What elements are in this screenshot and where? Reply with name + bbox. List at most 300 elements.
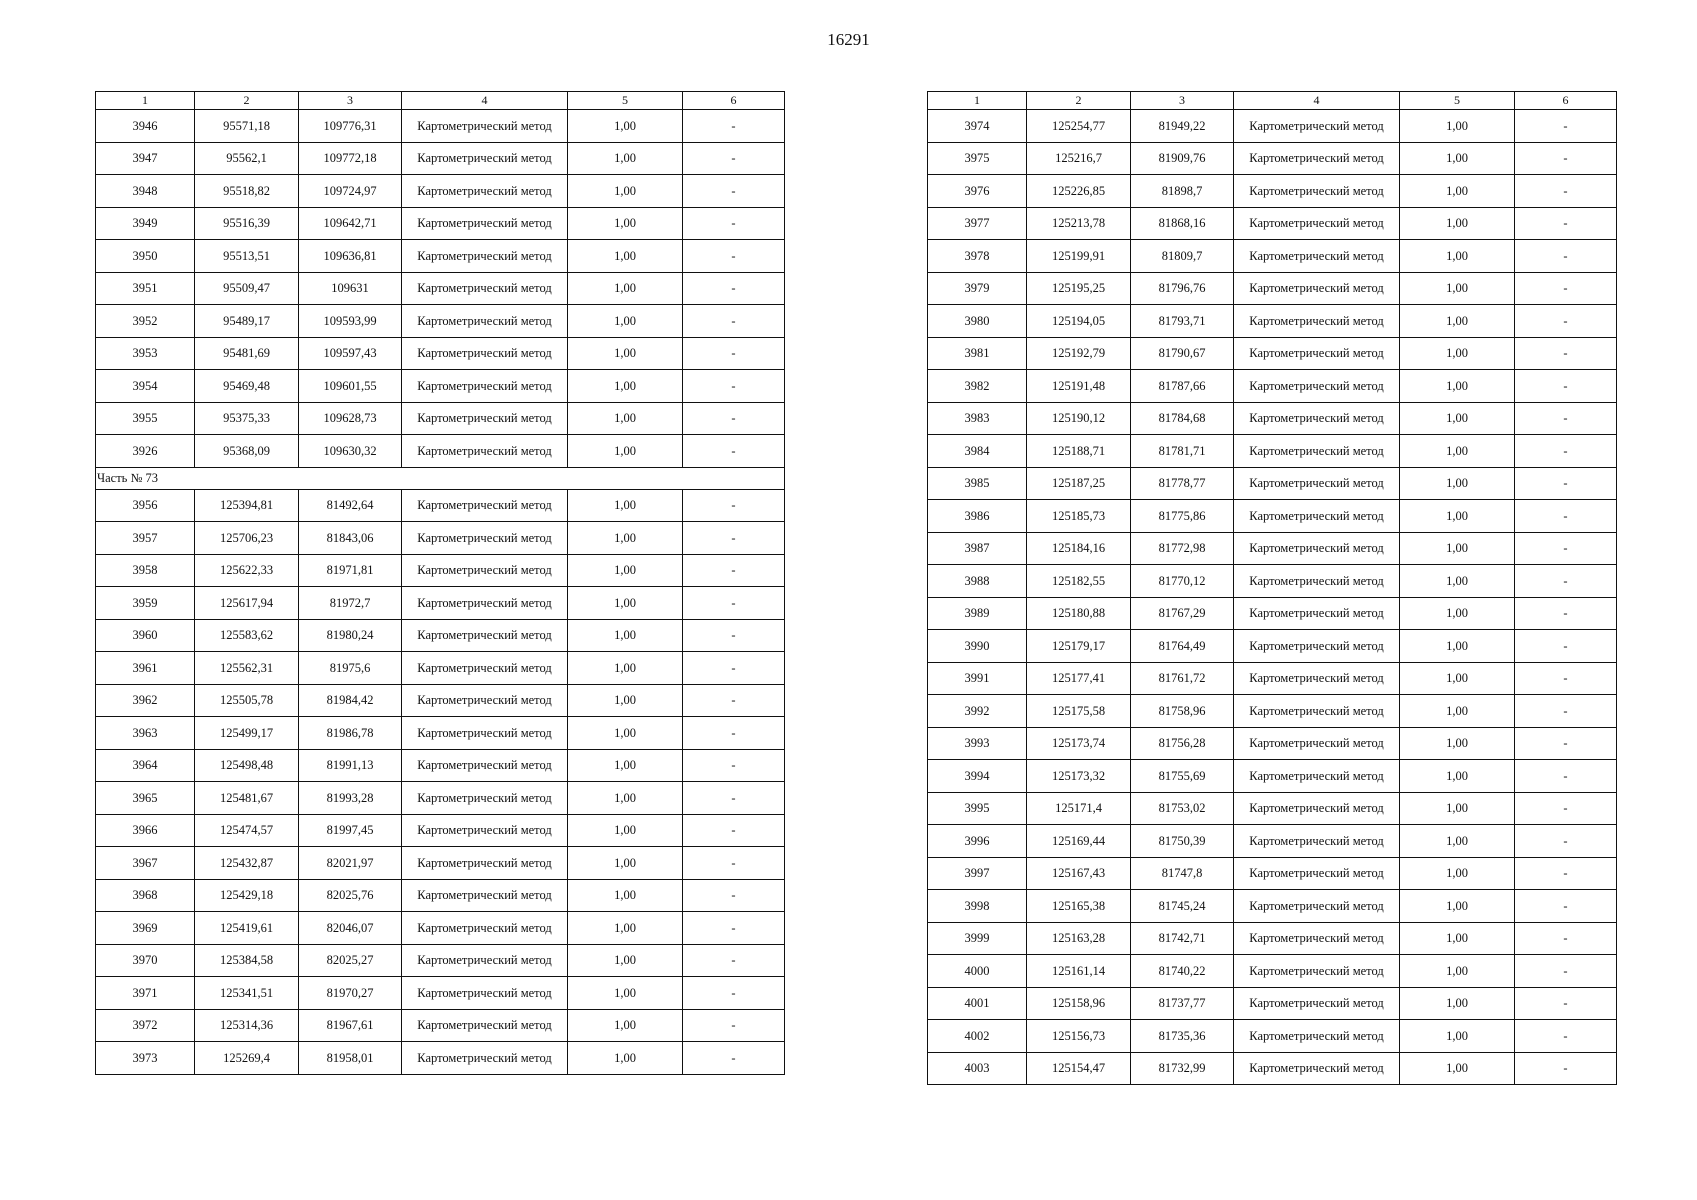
point-number-cell: 3993	[928, 727, 1027, 760]
table-row	[96, 305, 785, 338]
table-row	[928, 890, 1617, 923]
x-coordinate-cell: 125429,18	[195, 879, 299, 912]
x-coordinate-cell: 125226,85	[1027, 175, 1131, 208]
y-coordinate-cell: 81778,77	[1131, 467, 1234, 500]
y-coordinate-cell: 81750,39	[1131, 825, 1234, 858]
point-number-cell: 3998	[928, 890, 1027, 923]
column-header: 4	[1234, 92, 1400, 110]
point-number-cell: 3971	[96, 977, 195, 1010]
column-header: 4	[402, 92, 568, 110]
x-coordinate-cell: 95571,18	[195, 110, 299, 143]
accuracy-cell: 1,00	[1400, 272, 1515, 305]
note-cell: -	[683, 207, 785, 240]
note-cell: -	[1515, 435, 1617, 468]
x-coordinate-cell: 125161,14	[1027, 955, 1131, 988]
table-row	[96, 619, 785, 652]
accuracy-cell: 1,00	[568, 175, 683, 208]
x-coordinate-cell: 125191,48	[1027, 370, 1131, 403]
note-cell: -	[1515, 175, 1617, 208]
table-row	[96, 240, 785, 273]
x-coordinate-cell: 125432,87	[195, 847, 299, 880]
y-coordinate-cell: 81898,7	[1131, 175, 1234, 208]
table-row	[928, 142, 1617, 175]
method-cell: Картометрический метод	[402, 402, 568, 435]
table-row	[96, 587, 785, 620]
table-row	[96, 977, 785, 1010]
x-coordinate-cell: 125583,62	[195, 619, 299, 652]
point-number-cell: 3964	[96, 749, 195, 782]
note-cell: -	[1515, 890, 1617, 923]
y-coordinate-cell: 81772,98	[1131, 532, 1234, 565]
point-number-cell: 3949	[96, 207, 195, 240]
accuracy-cell: 1,00	[1400, 760, 1515, 793]
point-number-cell: 3957	[96, 522, 195, 555]
column-header: 1	[928, 92, 1027, 110]
x-coordinate-cell: 125314,36	[195, 1009, 299, 1042]
point-number-cell: 3968	[96, 879, 195, 912]
note-cell: -	[1515, 987, 1617, 1020]
note-cell: -	[683, 879, 785, 912]
method-cell: Картометрический метод	[402, 977, 568, 1010]
point-number-cell: 3984	[928, 435, 1027, 468]
method-cell: Картометрический метод	[1234, 825, 1400, 858]
y-coordinate-cell: 81770,12	[1131, 565, 1234, 598]
table-row	[96, 272, 785, 305]
method-cell: Картометрический метод	[402, 142, 568, 175]
accuracy-cell: 1,00	[1400, 402, 1515, 435]
method-cell: Картометрический метод	[402, 814, 568, 847]
x-coordinate-cell: 125194,05	[1027, 305, 1131, 338]
x-coordinate-cell: 95375,33	[195, 402, 299, 435]
column-header: 3	[1131, 92, 1234, 110]
method-cell: Картометрический метод	[1234, 110, 1400, 143]
y-coordinate-cell: 109631	[299, 272, 402, 305]
method-cell: Картометрический метод	[1234, 1052, 1400, 1085]
accuracy-cell: 1,00	[1400, 630, 1515, 663]
x-coordinate-cell: 125499,17	[195, 717, 299, 750]
method-cell: Картометрический метод	[402, 435, 568, 468]
note-cell: -	[1515, 825, 1617, 858]
table-row	[928, 435, 1617, 468]
method-cell: Картометрический метод	[402, 652, 568, 685]
table-header-row	[96, 92, 785, 110]
x-coordinate-cell: 125154,47	[1027, 1052, 1131, 1085]
accuracy-cell: 1,00	[568, 240, 683, 273]
y-coordinate-cell: 109724,97	[299, 175, 402, 208]
method-cell: Картометрический метод	[1234, 760, 1400, 793]
y-coordinate-cell: 81790,67	[1131, 337, 1234, 370]
note-cell: -	[683, 370, 785, 403]
x-coordinate-cell: 125169,44	[1027, 825, 1131, 858]
point-number-cell: 3982	[928, 370, 1027, 403]
y-coordinate-cell: 109597,43	[299, 337, 402, 370]
table-row	[928, 240, 1617, 273]
point-number-cell: 3961	[96, 652, 195, 685]
method-cell: Картометрический метод	[402, 619, 568, 652]
accuracy-cell: 1,00	[1400, 955, 1515, 988]
table-row	[96, 782, 785, 815]
y-coordinate-cell: 81492,64	[299, 489, 402, 522]
x-coordinate-cell: 125177,41	[1027, 662, 1131, 695]
x-coordinate-cell: 125474,57	[195, 814, 299, 847]
table-row	[96, 554, 785, 587]
accuracy-cell: 1,00	[1400, 922, 1515, 955]
accuracy-cell: 1,00	[1400, 662, 1515, 695]
table-row	[928, 500, 1617, 533]
column-header: 6	[1515, 92, 1617, 110]
y-coordinate-cell: 81971,81	[299, 554, 402, 587]
x-coordinate-cell: 125562,31	[195, 652, 299, 685]
y-coordinate-cell: 81796,76	[1131, 272, 1234, 305]
table-row	[96, 717, 785, 750]
table-row	[96, 522, 785, 555]
y-coordinate-cell: 109630,32	[299, 435, 402, 468]
method-cell: Картометрический метод	[402, 749, 568, 782]
table-row	[928, 565, 1617, 598]
method-cell: Картометрический метод	[1234, 337, 1400, 370]
note-cell: -	[683, 684, 785, 717]
method-cell: Картометрический метод	[402, 110, 568, 143]
y-coordinate-cell: 81761,72	[1131, 662, 1234, 695]
x-coordinate-cell: 95469,48	[195, 370, 299, 403]
accuracy-cell: 1,00	[568, 207, 683, 240]
note-cell: -	[683, 652, 785, 685]
point-number-cell: 4003	[928, 1052, 1027, 1085]
point-number-cell: 4001	[928, 987, 1027, 1020]
x-coordinate-cell: 125175,58	[1027, 695, 1131, 728]
point-number-cell: 3991	[928, 662, 1027, 695]
method-cell: Картометрический метод	[402, 240, 568, 273]
accuracy-cell: 1,00	[1400, 175, 1515, 208]
table-row	[928, 922, 1617, 955]
y-coordinate-cell: 81787,66	[1131, 370, 1234, 403]
table-row	[96, 402, 785, 435]
note-cell: -	[1515, 240, 1617, 273]
point-number-cell: 3992	[928, 695, 1027, 728]
method-cell: Картометрический метод	[402, 337, 568, 370]
method-cell: Картометрический метод	[1234, 987, 1400, 1020]
x-coordinate-cell: 95489,17	[195, 305, 299, 338]
method-cell: Картометрический метод	[402, 522, 568, 555]
table-row	[96, 1042, 785, 1075]
x-coordinate-cell: 125187,25	[1027, 467, 1131, 500]
coordinates-table-right	[927, 91, 1617, 1085]
note-cell: -	[683, 305, 785, 338]
y-coordinate-cell: 82025,76	[299, 879, 402, 912]
page-number: 16291	[827, 30, 870, 49]
table-row	[928, 662, 1617, 695]
table-row	[96, 847, 785, 880]
table-row	[928, 727, 1617, 760]
x-coordinate-cell: 125505,78	[195, 684, 299, 717]
table-row	[928, 532, 1617, 565]
point-number-cell: 3959	[96, 587, 195, 620]
note-cell: -	[683, 435, 785, 468]
point-number-cell: 3975	[928, 142, 1027, 175]
table-row	[96, 207, 785, 240]
point-number-cell: 3994	[928, 760, 1027, 793]
accuracy-cell: 1,00	[1400, 467, 1515, 500]
method-cell: Картометрический метод	[1234, 727, 1400, 760]
y-coordinate-cell: 81753,02	[1131, 792, 1234, 825]
accuracy-cell: 1,00	[568, 370, 683, 403]
accuracy-cell: 1,00	[568, 402, 683, 435]
method-cell: Картометрический метод	[402, 944, 568, 977]
y-coordinate-cell: 81764,49	[1131, 630, 1234, 663]
method-cell: Картометрический метод	[1234, 662, 1400, 695]
y-coordinate-cell: 81970,27	[299, 977, 402, 1010]
column-header: 2	[195, 92, 299, 110]
method-cell: Картометрический метод	[1234, 597, 1400, 630]
table-row	[928, 305, 1617, 338]
table-row	[928, 1020, 1617, 1053]
point-number-cell: 3995	[928, 792, 1027, 825]
point-number-cell: 3986	[928, 500, 1027, 533]
x-coordinate-cell: 125617,94	[195, 587, 299, 620]
accuracy-cell: 1,00	[568, 847, 683, 880]
y-coordinate-cell: 81758,96	[1131, 695, 1234, 728]
note-cell: -	[683, 1042, 785, 1075]
y-coordinate-cell: 109772,18	[299, 142, 402, 175]
method-cell: Картометрический метод	[402, 587, 568, 620]
x-coordinate-cell: 125213,78	[1027, 207, 1131, 240]
x-coordinate-cell: 125199,91	[1027, 240, 1131, 273]
point-number-cell: 3969	[96, 912, 195, 945]
note-cell: -	[1515, 370, 1617, 403]
table-row	[96, 912, 785, 945]
x-coordinate-cell: 125481,67	[195, 782, 299, 815]
point-number-cell: 3972	[96, 1009, 195, 1042]
y-coordinate-cell: 109601,55	[299, 370, 402, 403]
note-cell: -	[1515, 662, 1617, 695]
table-row	[96, 142, 785, 175]
y-coordinate-cell: 109776,31	[299, 110, 402, 143]
x-coordinate-cell: 125706,23	[195, 522, 299, 555]
note-cell: -	[1515, 110, 1617, 143]
accuracy-cell: 1,00	[1400, 142, 1515, 175]
accuracy-cell: 1,00	[568, 587, 683, 620]
accuracy-cell: 1,00	[568, 782, 683, 815]
method-cell: Картометрический метод	[402, 175, 568, 208]
point-number-cell: 4000	[928, 955, 1027, 988]
x-coordinate-cell: 125419,61	[195, 912, 299, 945]
note-cell: -	[1515, 337, 1617, 370]
note-cell: -	[1515, 760, 1617, 793]
accuracy-cell: 1,00	[568, 305, 683, 338]
accuracy-cell: 1,00	[568, 272, 683, 305]
point-number-cell: 3973	[96, 1042, 195, 1075]
y-coordinate-cell: 81993,28	[299, 782, 402, 815]
y-coordinate-cell: 81975,6	[299, 652, 402, 685]
y-coordinate-cell: 109593,99	[299, 305, 402, 338]
x-coordinate-cell: 125269,4	[195, 1042, 299, 1075]
accuracy-cell: 1,00	[568, 489, 683, 522]
point-number-cell: 3953	[96, 337, 195, 370]
method-cell: Картометрический метод	[1234, 207, 1400, 240]
column-header: 5	[1400, 92, 1515, 110]
y-coordinate-cell: 81868,16	[1131, 207, 1234, 240]
y-coordinate-cell: 81991,13	[299, 749, 402, 782]
point-number-cell: 3974	[928, 110, 1027, 143]
y-coordinate-cell: 81732,99	[1131, 1052, 1234, 1085]
method-cell: Картометрический метод	[1234, 955, 1400, 988]
table-row	[96, 684, 785, 717]
accuracy-cell: 1,00	[1400, 727, 1515, 760]
point-number-cell: 3999	[928, 922, 1027, 955]
accuracy-cell: 1,00	[568, 717, 683, 750]
method-cell: Картометрический метод	[402, 272, 568, 305]
note-cell: -	[683, 944, 785, 977]
x-coordinate-cell: 125190,12	[1027, 402, 1131, 435]
table-row	[96, 944, 785, 977]
y-coordinate-cell: 81986,78	[299, 717, 402, 750]
point-number-cell: 3990	[928, 630, 1027, 663]
table-row	[928, 337, 1617, 370]
note-cell: -	[1515, 695, 1617, 728]
accuracy-cell: 1,00	[568, 522, 683, 555]
y-coordinate-cell: 81909,76	[1131, 142, 1234, 175]
accuracy-cell: 1,00	[568, 912, 683, 945]
y-coordinate-cell: 81745,24	[1131, 890, 1234, 923]
point-number-cell: 3997	[928, 857, 1027, 890]
y-coordinate-cell: 81843,06	[299, 522, 402, 555]
y-coordinate-cell: 81997,45	[299, 814, 402, 847]
y-coordinate-cell: 82025,27	[299, 944, 402, 977]
note-cell: -	[1515, 857, 1617, 890]
method-cell: Картометрический метод	[402, 717, 568, 750]
x-coordinate-cell: 95562,1	[195, 142, 299, 175]
accuracy-cell: 1,00	[1400, 370, 1515, 403]
table-row	[96, 879, 785, 912]
y-coordinate-cell: 81980,24	[299, 619, 402, 652]
note-cell: -	[1515, 305, 1617, 338]
note-cell: -	[1515, 565, 1617, 598]
note-cell: -	[1515, 532, 1617, 565]
table-row	[928, 110, 1617, 143]
column-header: 2	[1027, 92, 1131, 110]
accuracy-cell: 1,00	[1400, 532, 1515, 565]
method-cell: Картометрический метод	[402, 847, 568, 880]
column-header: 6	[683, 92, 785, 110]
table-row	[96, 814, 785, 847]
method-cell: Картометрический метод	[402, 370, 568, 403]
accuracy-cell: 1,00	[568, 142, 683, 175]
y-coordinate-cell: 81949,22	[1131, 110, 1234, 143]
table-row	[928, 630, 1617, 663]
x-coordinate-cell: 125173,32	[1027, 760, 1131, 793]
accuracy-cell: 1,00	[568, 977, 683, 1010]
y-coordinate-cell: 81784,68	[1131, 402, 1234, 435]
section-row	[96, 467, 785, 489]
accuracy-cell: 1,00	[568, 944, 683, 977]
y-coordinate-cell: 81755,69	[1131, 760, 1234, 793]
method-cell: Картометрический метод	[1234, 565, 1400, 598]
rows-before-section	[96, 110, 785, 468]
x-coordinate-cell: 95518,82	[195, 175, 299, 208]
note-cell: -	[683, 782, 785, 815]
y-coordinate-cell: 82046,07	[299, 912, 402, 945]
point-number-cell: 3954	[96, 370, 195, 403]
accuracy-cell: 1,00	[1400, 597, 1515, 630]
accuracy-cell: 1,00	[1400, 110, 1515, 143]
note-cell: -	[1515, 792, 1617, 825]
coordinates-table-left	[95, 91, 785, 1075]
note-cell: -	[683, 749, 785, 782]
x-coordinate-cell: 125341,51	[195, 977, 299, 1010]
method-cell: Картометрический метод	[402, 1042, 568, 1075]
accuracy-cell: 1,00	[1400, 565, 1515, 598]
y-coordinate-cell: 109628,73	[299, 402, 402, 435]
point-number-cell: 3988	[928, 565, 1027, 598]
column-header: 1	[96, 92, 195, 110]
point-number-cell: 3951	[96, 272, 195, 305]
x-coordinate-cell: 125184,16	[1027, 532, 1131, 565]
table-row	[928, 825, 1617, 858]
method-cell: Картометрический метод	[1234, 500, 1400, 533]
y-coordinate-cell: 81756,28	[1131, 727, 1234, 760]
accuracy-cell: 1,00	[568, 554, 683, 587]
point-number-cell: 3985	[928, 467, 1027, 500]
y-coordinate-cell: 81747,8	[1131, 857, 1234, 890]
note-cell: -	[683, 554, 785, 587]
accuracy-cell: 1,00	[568, 1009, 683, 1042]
accuracy-cell: 1,00	[1400, 857, 1515, 890]
note-cell: -	[1515, 402, 1617, 435]
method-cell: Картометрический метод	[1234, 272, 1400, 305]
x-coordinate-cell: 125622,33	[195, 554, 299, 587]
accuracy-cell: 1,00	[568, 814, 683, 847]
accuracy-cell: 1,00	[1400, 500, 1515, 533]
table-row	[928, 175, 1617, 208]
point-number-cell: 3978	[928, 240, 1027, 273]
y-coordinate-cell: 81972,7	[299, 587, 402, 620]
table-row	[96, 370, 785, 403]
accuracy-cell: 1,00	[1400, 435, 1515, 468]
point-number-cell: 3952	[96, 305, 195, 338]
table-row	[928, 987, 1617, 1020]
method-cell: Картометрический метод	[1234, 240, 1400, 273]
method-cell: Картометрический метод	[402, 207, 568, 240]
section-label: Часть № 73	[96, 467, 785, 489]
note-cell: -	[683, 1009, 785, 1042]
note-cell: -	[683, 912, 785, 945]
point-number-cell: 3977	[928, 207, 1027, 240]
note-cell: -	[1515, 207, 1617, 240]
method-cell: Картометрический метод	[402, 489, 568, 522]
accuracy-cell: 1,00	[568, 435, 683, 468]
note-cell: -	[1515, 630, 1617, 663]
table-row	[96, 435, 785, 468]
table-row	[928, 792, 1617, 825]
table-row	[928, 1052, 1617, 1085]
table-row	[928, 207, 1617, 240]
y-coordinate-cell: 81984,42	[299, 684, 402, 717]
y-coordinate-cell: 81735,36	[1131, 1020, 1234, 1053]
point-number-cell: 3980	[928, 305, 1027, 338]
rows-after-section	[96, 489, 785, 1074]
x-coordinate-cell: 125165,38	[1027, 890, 1131, 923]
x-coordinate-cell: 125167,43	[1027, 857, 1131, 890]
method-cell: Картометрический метод	[1234, 532, 1400, 565]
method-cell: Картометрический метод	[1234, 922, 1400, 955]
y-coordinate-cell: 81767,29	[1131, 597, 1234, 630]
x-coordinate-cell: 125185,73	[1027, 500, 1131, 533]
x-coordinate-cell: 125179,17	[1027, 630, 1131, 663]
y-coordinate-cell: 81740,22	[1131, 955, 1234, 988]
point-number-cell: 3960	[96, 619, 195, 652]
accuracy-cell: 1,00	[1400, 825, 1515, 858]
note-cell: -	[1515, 955, 1617, 988]
